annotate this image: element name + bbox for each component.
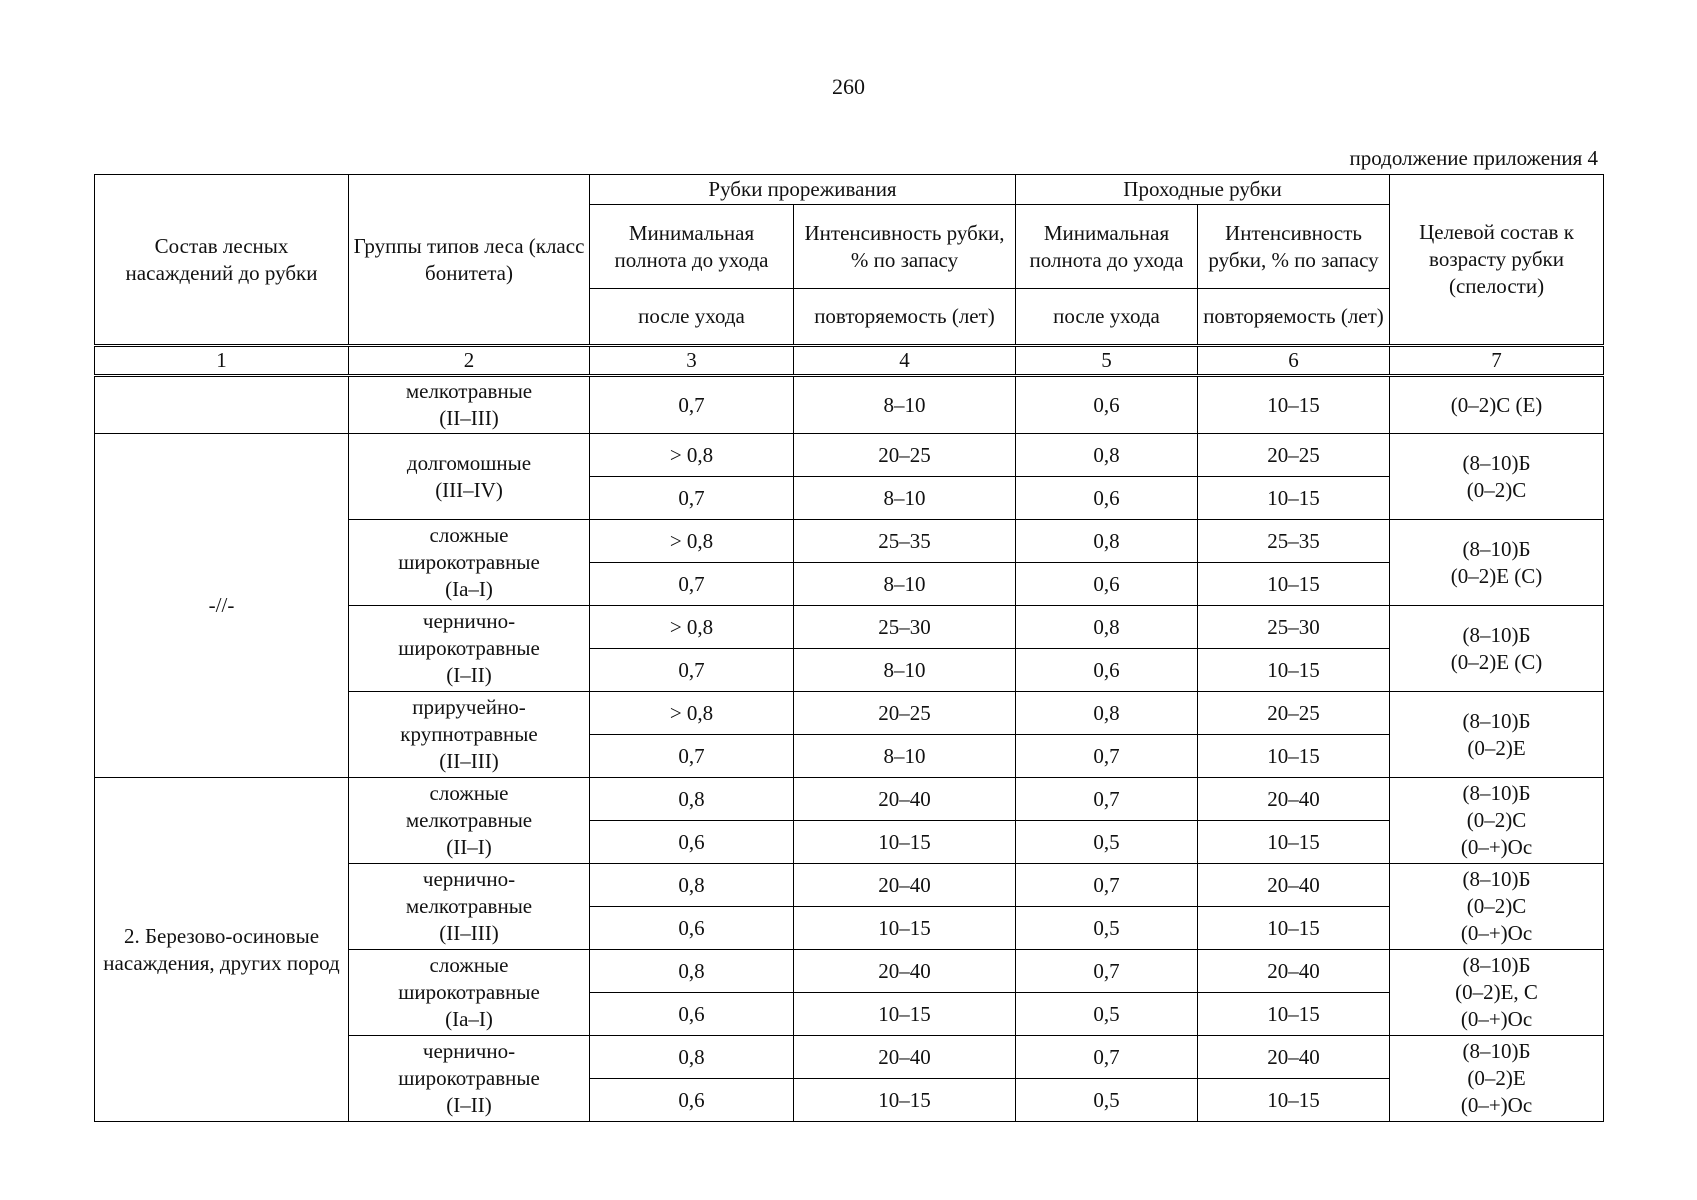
target-composition-cell: (8–10)Б (0–2)Е (С): [1390, 606, 1604, 692]
value-cell: 0,5: [1016, 1079, 1198, 1122]
value-cell: 25–30: [1198, 606, 1390, 649]
table-row: [95, 778, 1604, 821]
target-composition-cell: (8–10)Б (0–2)С (0–+)Ос: [1390, 778, 1604, 864]
column-number: 5: [1016, 346, 1198, 376]
header-target-composition: Целевой состав к возрасту рубки (спелости): [1390, 175, 1604, 346]
value-cell: 20–40: [794, 1036, 1016, 1079]
value-cell: 20–40: [794, 864, 1016, 907]
value-cell: 10–15: [1198, 563, 1390, 606]
value-cell: 0,5: [1016, 821, 1198, 864]
value-cell: 10–15: [1198, 821, 1390, 864]
value-cell: 0,7: [1016, 1036, 1198, 1079]
forest-group-cell: сложные мелкотравные (II–I): [349, 778, 590, 864]
target-composition-cell: (0–2)С (Е): [1390, 376, 1604, 434]
table-row: [95, 376, 1604, 434]
forest-group-cell: сложные широкотравные (Ia–I): [349, 950, 590, 1036]
value-cell: 20–25: [1198, 692, 1390, 735]
target-composition-cell: (8–10)Б (0–2)С: [1390, 434, 1604, 520]
composition-cell: [95, 376, 349, 434]
value-cell: 25–35: [1198, 520, 1390, 563]
value-cell: 20–25: [794, 692, 1016, 735]
value-cell: 10–15: [794, 907, 1016, 950]
value-cell: 10–15: [794, 1079, 1016, 1122]
value-cell: 0,8: [590, 950, 794, 993]
section-ditto: [95, 434, 1604, 778]
value-cell: 8–10: [794, 376, 1016, 434]
header-forest-groups: Группы типов леса (класс бонитета): [349, 175, 590, 346]
value-cell: 0,7: [1016, 864, 1198, 907]
value-cell: 8–10: [794, 563, 1016, 606]
value-cell: > 0,8: [590, 520, 794, 563]
column-number: 4: [794, 346, 1016, 376]
value-cell: 10–15: [1198, 735, 1390, 778]
value-cell: 0,6: [1016, 477, 1198, 520]
value-cell: 0,7: [590, 563, 794, 606]
forest-group-cell: чернично- мелкотравные (II–III): [349, 864, 590, 950]
value-cell: 0,6: [590, 821, 794, 864]
value-cell: 0,7: [1016, 778, 1198, 821]
header-after-care: после ухода: [1016, 289, 1198, 346]
header-min-density: Минимальная полнота до ухода: [590, 205, 794, 289]
column-number: 6: [1198, 346, 1390, 376]
value-cell: 20–25: [1198, 434, 1390, 477]
value-cell: 0,8: [1016, 434, 1198, 477]
forest-group-cell: долгомошные (III–IV): [349, 434, 590, 520]
value-cell: 0,8: [590, 1036, 794, 1079]
forest-thinning-table: [94, 174, 1604, 1122]
value-cell: 10–15: [1198, 376, 1390, 434]
target-composition-cell: (8–10)Б (0–2)Е: [1390, 692, 1604, 778]
value-cell: 20–25: [794, 434, 1016, 477]
value-cell: 10–15: [1198, 1079, 1390, 1122]
value-cell: 0,7: [590, 649, 794, 692]
column-number: 3: [590, 346, 794, 376]
value-cell: 20–40: [794, 778, 1016, 821]
value-cell: 0,8: [590, 864, 794, 907]
value-cell: 10–15: [794, 821, 1016, 864]
column-number: 1: [95, 346, 349, 376]
header-composition: Состав лесных насаждений до рубки: [95, 175, 349, 346]
target-composition-cell: (8–10)Б (0–2)Е, С (0–+)Ос: [1390, 950, 1604, 1036]
value-cell: 0,6: [1016, 649, 1198, 692]
value-cell: 0,5: [1016, 993, 1198, 1036]
value-cell: 0,6: [1016, 563, 1198, 606]
value-cell: 10–15: [794, 993, 1016, 1036]
value-cell: 0,7: [1016, 735, 1198, 778]
column-number: 2: [349, 346, 590, 376]
target-composition-cell: (8–10)Б (0–2)Е (С): [1390, 520, 1604, 606]
header-repeatability: повторяемость (лет): [794, 289, 1016, 346]
forest-group-cell: приручейно- крупнотравные (II–III): [349, 692, 590, 778]
value-cell: 8–10: [794, 477, 1016, 520]
value-cell: 25–30: [794, 606, 1016, 649]
composition-cell: 2. Березово-осиновые насаждения, других пород: [95, 778, 349, 1122]
value-cell: 0,5: [1016, 907, 1198, 950]
value-cell: > 0,8: [590, 434, 794, 477]
value-cell: 8–10: [794, 735, 1016, 778]
header-after-care: после ухода: [590, 289, 794, 346]
value-cell: 0,7: [590, 735, 794, 778]
value-cell: 0,6: [590, 1079, 794, 1122]
table-row: [95, 434, 1604, 477]
value-cell: 10–15: [1198, 907, 1390, 950]
value-cell: 20–40: [1198, 778, 1390, 821]
value-cell: 20–40: [1198, 864, 1390, 907]
page-number: 260: [832, 74, 865, 99]
forest-group-cell: чернично- широкотравные (I–II): [349, 1036, 590, 1122]
value-cell: 10–15: [1198, 477, 1390, 520]
target-composition-cell: (8–10)Б (0–2)Е (0–+)Ос: [1390, 1036, 1604, 1122]
target-composition-cell: (8–10)Б (0–2)С (0–+)Ос: [1390, 864, 1604, 950]
value-cell: 10–15: [1198, 993, 1390, 1036]
value-cell: 8–10: [794, 649, 1016, 692]
value-cell: 0,6: [590, 907, 794, 950]
value-cell: 20–40: [794, 950, 1016, 993]
header-thinning: Рубки прореживания: [590, 175, 1016, 205]
forest-group-cell: сложные широкотравные (Ia–I): [349, 520, 590, 606]
value-cell: 20–40: [1198, 1036, 1390, 1079]
value-cell: 0,8: [1016, 692, 1198, 735]
column-number: 7: [1390, 346, 1604, 376]
section-birch-aspen: [95, 778, 1604, 1122]
value-cell: 20–40: [1198, 950, 1390, 993]
header-min-density: Минимальная полнота до ухода: [1016, 205, 1198, 289]
value-cell: > 0,8: [590, 692, 794, 735]
header-passage-cutting: Проходные рубки: [1016, 175, 1390, 205]
header-intensity: Интенсивность рубки, % по запасу: [1198, 205, 1390, 289]
value-cell: 0,8: [1016, 606, 1198, 649]
value-cell: 0,7: [590, 376, 794, 434]
composition-cell: -//-: [95, 434, 349, 778]
value-cell: 10–15: [1198, 649, 1390, 692]
value-cell: > 0,8: [590, 606, 794, 649]
forest-group-cell: мелкотравные (II–III): [349, 376, 590, 434]
continuation-note: продолжение приложения 4: [1349, 146, 1598, 170]
value-cell: 0,8: [1016, 520, 1198, 563]
value-cell: 25–35: [794, 520, 1016, 563]
value-cell: 0,7: [590, 477, 794, 520]
value-cell: 0,6: [1016, 376, 1198, 434]
header-repeatability: повторяемость (лет): [1198, 289, 1390, 346]
header-intensity: Интенсивность рубки, % по запасу: [794, 205, 1016, 289]
value-cell: 0,7: [1016, 950, 1198, 993]
value-cell: 0,6: [590, 993, 794, 1036]
value-cell: 0,8: [590, 778, 794, 821]
forest-group-cell: чернично- широкотравные (I–II): [349, 606, 590, 692]
